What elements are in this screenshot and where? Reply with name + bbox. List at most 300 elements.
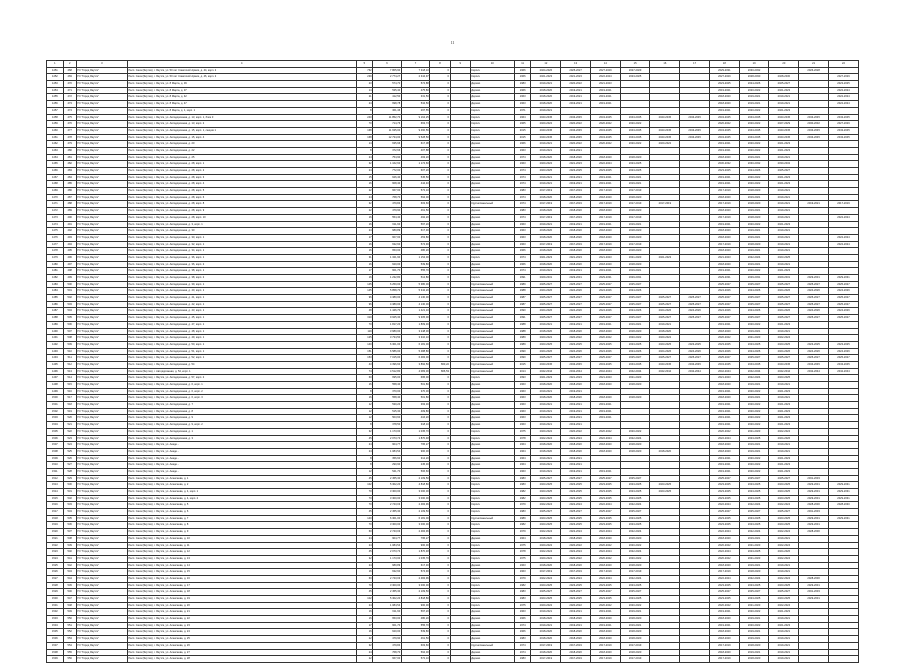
table-cell: 2019-2021 xyxy=(769,194,799,201)
table-cell: 0 xyxy=(430,468,450,475)
table-cell: 0 xyxy=(430,442,450,449)
table-cell xyxy=(450,489,470,496)
table-cell: 8 xyxy=(356,147,373,154)
table-cell: 9 460,56 xyxy=(401,127,430,134)
table-cell: 2022-2024 xyxy=(709,502,739,509)
column-header: 2 xyxy=(63,61,76,68)
table-cell: ГО "Город Якутск" xyxy=(76,228,127,235)
table-cell xyxy=(450,642,470,649)
table-cell: 519 xyxy=(63,408,76,415)
table-cell: 1534 xyxy=(47,622,64,629)
table-cell: 2024-2026 xyxy=(709,308,739,315)
table-cell xyxy=(620,388,650,395)
table-cell: 2029-2031 xyxy=(799,495,829,502)
table-cell xyxy=(680,74,710,81)
table-cell: 372,66 xyxy=(373,147,402,154)
table-cell: 1474 xyxy=(47,221,64,228)
table-cell: 2017-2019 xyxy=(590,569,620,576)
table-cell xyxy=(828,622,858,629)
table-cell: 1494 xyxy=(47,355,64,362)
table-cell: 2023-2025 xyxy=(650,489,680,496)
table-cell xyxy=(450,188,470,195)
table-cell: Кирпич xyxy=(470,134,514,141)
table-cell: 102 xyxy=(356,482,373,489)
table-cell: 23 xyxy=(356,81,373,88)
table-cell xyxy=(680,67,710,74)
table-cell: 2023-2025 xyxy=(769,482,799,489)
table-cell: 0 xyxy=(430,161,450,168)
table-cell xyxy=(450,101,470,108)
table-cell: 2017-2019 xyxy=(531,569,561,576)
table-cell xyxy=(650,181,680,188)
table-cell: 492,20 xyxy=(401,214,430,221)
table-cell: Респ. Саха (Якутия), г. Якутск, ул. Автодорожная, д. 6, корп. 3 xyxy=(127,395,356,402)
table-cell: 2019-2021 xyxy=(620,321,650,328)
table-cell: 2042-2044 xyxy=(799,368,829,375)
table-cell: 2 774,27 xyxy=(373,74,402,81)
table-cell: 2019-2021 xyxy=(590,321,620,328)
table-cell: 698,78 xyxy=(373,101,402,108)
table-cell: 2025-2027 xyxy=(561,475,591,482)
table-cell xyxy=(680,101,710,108)
table-cell: 2025-2027 xyxy=(650,301,680,308)
table-cell: Дерево xyxy=(470,161,514,168)
table-cell: 2020-2022 xyxy=(650,335,680,342)
table-cell xyxy=(650,422,680,429)
table-cell: 530 xyxy=(63,482,76,489)
table-cell: 2029-2031 xyxy=(620,275,650,282)
table-cell xyxy=(650,589,680,596)
column-header: 10 xyxy=(470,61,514,68)
table-cell: 539,80 xyxy=(401,629,430,636)
table-cell: 2021-2023 xyxy=(620,375,650,382)
table-cell: Кирпич xyxy=(470,475,514,482)
table-row xyxy=(47,642,859,649)
table-cell: 2019-2021 xyxy=(590,94,620,101)
table-cell: 22 xyxy=(356,188,373,195)
table-cell: 1 154,00 xyxy=(401,254,430,261)
table-cell: Дерево xyxy=(470,228,514,235)
table-cell: 2019-2021 xyxy=(769,382,799,389)
table-cell: 1963 xyxy=(514,388,531,395)
table-cell xyxy=(680,622,710,629)
table-cell: 2021-2023 xyxy=(769,609,799,616)
table-cell: 2027-2029 xyxy=(828,74,858,81)
table-cell: ГО "Город Якутск" xyxy=(76,428,127,435)
table-cell: 2017-2019 xyxy=(531,241,561,248)
table-cell xyxy=(650,234,680,241)
table-cell xyxy=(650,161,680,168)
table-cell: ГО "Город Якутск" xyxy=(76,529,127,536)
table-cell xyxy=(828,629,858,636)
table-cell: 2025-2027 xyxy=(769,509,799,516)
table-cell: 407,88 xyxy=(401,147,430,154)
table-cell: Кирпич xyxy=(470,582,514,589)
table-cell: 2022-2024 xyxy=(620,575,650,582)
table-cell: 2025-2027 xyxy=(531,509,561,516)
table-cell: 2043-2045 xyxy=(561,134,591,141)
table-cell: 2025-2027 xyxy=(620,475,650,482)
table-cell: 16 xyxy=(356,261,373,268)
table-cell: 2027-2029 xyxy=(828,121,858,128)
table-cell: 2020-2022 xyxy=(590,555,620,562)
table-cell xyxy=(680,535,710,542)
table-cell: 2019-2021 xyxy=(739,629,769,636)
table-cell: 653,00 xyxy=(373,616,402,623)
table-cell: ГО "Город Якутск" xyxy=(76,402,127,409)
table-cell xyxy=(828,596,858,603)
table-cell: 2017-2019 xyxy=(531,656,561,663)
table-cell: 2018-2020 xyxy=(561,649,591,656)
table-cell: 545,50 xyxy=(401,174,430,181)
table-cell: 2017-2019 xyxy=(590,656,620,663)
table-cell: 2022-2024 xyxy=(590,575,620,582)
table-cell xyxy=(450,87,470,94)
table-cell: 2025-2027 xyxy=(531,315,561,322)
table-cell: 2023-2025 xyxy=(561,341,591,348)
table-cell: 2024-2026 xyxy=(739,288,769,295)
table-cell xyxy=(799,448,829,455)
table-cell: 1485 xyxy=(47,295,64,302)
table-cell: 1510 xyxy=(47,462,64,469)
table-cell: 2022-2024 xyxy=(769,542,799,549)
table-cell: 2025-2027 xyxy=(828,281,858,288)
table-cell: 2020-2022 xyxy=(739,221,769,228)
table-cell: 1470 xyxy=(47,194,64,201)
table-cell: 544 xyxy=(63,575,76,582)
table-cell: 2023-2025 xyxy=(828,341,858,348)
table-cell xyxy=(828,268,858,275)
table-cell: 2025-2027 xyxy=(769,168,799,175)
table-cell: 2019-2021 xyxy=(531,81,561,88)
table-cell: 2025-2027 xyxy=(590,281,620,288)
table-cell: 2023-2025 xyxy=(561,522,591,529)
table-cell: 0 xyxy=(430,408,450,415)
table-cell: 2019-2021 xyxy=(531,402,561,409)
table-cell xyxy=(450,629,470,636)
table-cell xyxy=(799,468,829,475)
table-row xyxy=(47,649,859,656)
table-cell: 1489 xyxy=(47,321,64,328)
table-cell: 2019-2021 xyxy=(709,408,739,415)
table-cell: 24 xyxy=(356,168,373,175)
table-cell: 24 xyxy=(356,154,373,161)
table-cell: 2020-2022 xyxy=(531,542,561,549)
table-cell: 6 484,00 xyxy=(401,355,430,362)
table-cell xyxy=(828,408,858,415)
table-row xyxy=(47,575,859,582)
table-cell: Кирпич xyxy=(470,428,514,435)
table-cell: ГО "Город Якутск" xyxy=(76,489,127,496)
table-row xyxy=(47,321,859,328)
table-cell: 9 305,00 xyxy=(401,315,430,322)
table-cell: 2025-2027 xyxy=(620,301,650,308)
table-cell: Респ. Саха (Якутия), г. Якутск, ул. Автодорожная, д. 3, корп. 1 xyxy=(127,221,356,228)
table-cell xyxy=(828,422,858,429)
table-cell xyxy=(828,529,858,536)
table-cell: 2024-2026 xyxy=(828,288,858,295)
table-cell: 2023-2025 xyxy=(709,341,739,348)
table-cell: 0 xyxy=(430,549,450,556)
table-cell xyxy=(450,228,470,235)
table-cell xyxy=(450,107,470,114)
table-cell: 2020-2022 xyxy=(739,268,769,275)
table-cell xyxy=(828,248,858,255)
table-cell: 2029-2031 xyxy=(828,489,858,496)
table-cell: 2025-2027 xyxy=(590,315,620,322)
table-cell: 2019-2021 xyxy=(531,468,561,475)
table-cell: 524 xyxy=(63,442,76,449)
table-row xyxy=(47,482,859,489)
table-cell: Респ. Саха (Якутия), г. Якутск, ул. Автодорожная, д. 28, корп. 3 xyxy=(127,174,356,181)
table-cell: 8 xyxy=(356,107,373,114)
table-row xyxy=(47,134,859,141)
table-cell: 70 xyxy=(356,121,373,128)
table-cell: 0 xyxy=(430,596,450,603)
table-cell xyxy=(799,562,829,569)
table-cell: 2019-2021 xyxy=(739,248,769,255)
table-cell: 2022-2024 xyxy=(769,502,799,509)
table-cell: ГО "Город Якутск" xyxy=(76,335,127,342)
table-cell xyxy=(799,174,829,181)
table-cell: 393,30 xyxy=(401,402,430,409)
table-cell: 0 xyxy=(430,154,450,161)
table-cell: 2043-2045 xyxy=(828,114,858,121)
table-cell xyxy=(680,181,710,188)
table-cell: 530,20 xyxy=(373,402,402,409)
table-cell: 2018-2020 xyxy=(709,101,739,108)
table-cell: 2021-2023 xyxy=(769,107,799,114)
table-cell: 2018-2020 xyxy=(739,656,769,663)
table-cell: 2023-2025 xyxy=(561,596,591,603)
table-row xyxy=(47,388,859,395)
table-cell: 0 xyxy=(430,268,450,275)
table-cell xyxy=(828,522,858,529)
table-cell: 2019-2021 xyxy=(739,101,769,108)
table-cell: 2018-2020 xyxy=(531,261,561,268)
table-cell: 2023-2025 xyxy=(561,582,591,589)
table-cell: 2018-2020 xyxy=(620,154,650,161)
table-cell: Дерево xyxy=(470,395,514,402)
table-cell: 601,70 xyxy=(373,268,402,275)
table-cell: 2 109,50 xyxy=(401,475,430,482)
table-row xyxy=(47,161,859,168)
table-cell: 2023-2025 xyxy=(739,489,769,496)
table-cell: 527 xyxy=(63,462,76,469)
table-row xyxy=(47,415,859,422)
table-cell: Респ. Саха (Якутия), г. Якутск, ул. Алексеева, д. 21 xyxy=(127,609,356,616)
table-cell: 2019-2021 xyxy=(620,174,650,181)
table-cell xyxy=(799,442,829,449)
table-cell xyxy=(680,569,710,576)
table-cell xyxy=(680,616,710,623)
table-cell xyxy=(450,348,470,355)
table-cell: 5 380,00 xyxy=(401,281,430,288)
table-cell: 2019-2021 xyxy=(709,622,739,629)
table-cell: 1983 xyxy=(514,656,531,663)
table-cell: 1974 xyxy=(514,154,531,161)
table-cell: 2017-2019 xyxy=(709,214,739,221)
table-cell: 2023-2025 xyxy=(769,522,799,529)
table-cell: 2019-2021 xyxy=(709,455,739,462)
table-cell: 635,96 xyxy=(373,141,402,148)
column-header: 13 xyxy=(561,61,591,68)
table-cell xyxy=(828,462,858,469)
table-cell xyxy=(650,616,680,623)
table-cell: Респ. Саха (Якутия), г. Якутск, ул. Алексеева, д. 14 xyxy=(127,562,356,569)
table-cell: 2022-2024 xyxy=(739,575,769,582)
table-cell: 45 xyxy=(356,475,373,482)
table-cell xyxy=(680,422,710,429)
table-cell: 24 xyxy=(356,194,373,201)
table-cell: 2023-2025 xyxy=(590,515,620,522)
table-cell: 2025-2027 xyxy=(739,281,769,288)
table-cell xyxy=(828,402,858,409)
table-cell: 2043-2045 xyxy=(828,127,858,134)
table-cell: ГО "Город Якутск" xyxy=(76,468,127,475)
table-cell: 2023-2025 xyxy=(709,482,739,489)
table-cell: Дерево xyxy=(470,609,514,616)
table-row xyxy=(47,549,859,556)
table-cell: 535,40 xyxy=(373,87,402,94)
table-cell xyxy=(650,121,680,128)
table-cell: 2018-2020 xyxy=(561,234,591,241)
table-cell: 1526 xyxy=(47,569,64,576)
table-cell: 2021-2023 xyxy=(769,321,799,328)
table-cell xyxy=(828,161,858,168)
table-cell: 2027-2029 xyxy=(709,74,739,81)
table-cell: 2023-2025 xyxy=(561,489,591,496)
table-cell: 2024-2026 xyxy=(709,348,739,355)
table-cell: 611,60 xyxy=(373,609,402,616)
table-row xyxy=(47,408,859,415)
table-cell: 1 173,00 xyxy=(373,428,402,435)
table-cell: Респ. Саха (Якутия), г. Якутск, ул. Автодорожная, д. 15, корп. 1, секция 1 xyxy=(127,127,356,134)
table-cell xyxy=(650,214,680,221)
table-cell: 1523 xyxy=(47,549,64,556)
table-cell: 680,89 xyxy=(373,228,402,235)
table-cell: 2023-2025 xyxy=(739,522,769,529)
table-cell: 370,00 xyxy=(401,388,430,395)
table-cell: 2023-2025 xyxy=(531,341,561,348)
table-cell: 2021-2023 xyxy=(769,147,799,154)
table-row xyxy=(47,275,859,282)
table-cell: Кирпич xyxy=(470,127,514,134)
table-cell: 2020-2022 xyxy=(709,121,739,128)
table-cell: 16 xyxy=(356,395,373,402)
table-cell: 318,10 xyxy=(401,422,430,429)
table-cell: 2019-2021 xyxy=(531,415,561,422)
table-cell: 2018-2020 xyxy=(561,448,591,455)
table-cell: Дерево xyxy=(470,656,514,663)
table-cell xyxy=(650,221,680,228)
table-cell: 503,60 xyxy=(373,415,402,422)
table-cell: 2019-2021 xyxy=(709,107,739,114)
table-cell: 1476 xyxy=(47,234,64,241)
table-cell xyxy=(799,382,829,389)
table-cell xyxy=(828,382,858,389)
table-cell: 2018-2020 xyxy=(531,87,561,94)
table-cell: Крупнопанельный xyxy=(470,642,514,649)
table-cell: 0 xyxy=(430,181,450,188)
table-cell: Дерево xyxy=(470,81,514,88)
table-cell: 2023-2025 xyxy=(739,582,769,589)
table-cell: 601,70 xyxy=(373,622,402,629)
table-cell xyxy=(450,268,470,275)
table-cell xyxy=(450,241,470,248)
table-cell xyxy=(450,208,470,215)
table-cell: 2018-2020 xyxy=(709,208,739,215)
table-cell xyxy=(680,275,710,282)
table-cell: 0 xyxy=(430,228,450,235)
table-cell: 24 xyxy=(356,602,373,609)
table-cell: 2019-2021 xyxy=(709,462,739,469)
table-cell: 2019-2021 xyxy=(561,321,591,328)
table-cell: 2025-2027 xyxy=(650,355,680,362)
table-cell xyxy=(680,194,710,201)
table-cell xyxy=(680,241,710,248)
table-cell: 1 870,48 xyxy=(401,549,430,556)
table-cell xyxy=(450,248,470,255)
table-cell: Кирпич xyxy=(470,529,514,536)
table-cell: 2025-2027 xyxy=(531,295,561,302)
table-row xyxy=(47,489,859,496)
table-cell: 1459 xyxy=(47,121,64,128)
table-cell: ГО "Город Якутск" xyxy=(76,382,127,389)
table-cell: 70 xyxy=(356,321,373,328)
table-cell: 2025-2027 xyxy=(561,589,591,596)
table-cell: 2018-2020 xyxy=(590,395,620,402)
table-cell: 543 xyxy=(63,569,76,576)
table-cell: 500 xyxy=(63,281,76,288)
table-cell xyxy=(650,475,680,482)
table-cell: 472 xyxy=(63,94,76,101)
table-cell xyxy=(650,542,680,549)
table-cell: 2043-2045 xyxy=(680,361,710,368)
table-cell: 32 xyxy=(356,161,373,168)
table-cell: 1 174,60 xyxy=(401,161,430,168)
table-cell: 2025-2027 xyxy=(561,67,591,74)
table-cell xyxy=(620,87,650,94)
table-cell: 239 xyxy=(356,74,373,81)
table-cell xyxy=(828,509,858,516)
table-cell: ГО "Город Якутск" xyxy=(76,522,127,529)
table-row xyxy=(47,582,859,589)
table-cell: 2019-2021 xyxy=(769,94,799,101)
table-cell xyxy=(799,395,829,402)
table-cell: 475,80 xyxy=(401,87,430,94)
table-cell: 1537 xyxy=(47,642,64,649)
table-cell: Крупнопанельный xyxy=(470,341,514,348)
table-cell: 0 xyxy=(430,529,450,536)
table-cell: 479 xyxy=(63,141,76,148)
table-cell xyxy=(828,575,858,582)
table-cell xyxy=(680,388,710,395)
table-cell: ГО "Город Якутск" xyxy=(76,214,127,221)
table-cell: 2022-2024 xyxy=(561,549,591,556)
table-cell: 2018-2020 xyxy=(709,382,739,389)
table-row xyxy=(47,201,859,208)
table-cell: ГО "Город Якутск" xyxy=(76,254,127,261)
table-cell: Респ. Саха (Якутия), г. Якутск, ул. Автодорожная, д. 22 xyxy=(127,147,356,154)
table-cell: 0 xyxy=(430,254,450,261)
table-cell: 510 xyxy=(63,348,76,355)
table-cell xyxy=(680,161,710,168)
table-cell: Дерево xyxy=(470,422,514,429)
table-cell: 1481 xyxy=(47,268,64,275)
table-cell xyxy=(828,321,858,328)
table-cell xyxy=(650,395,680,402)
